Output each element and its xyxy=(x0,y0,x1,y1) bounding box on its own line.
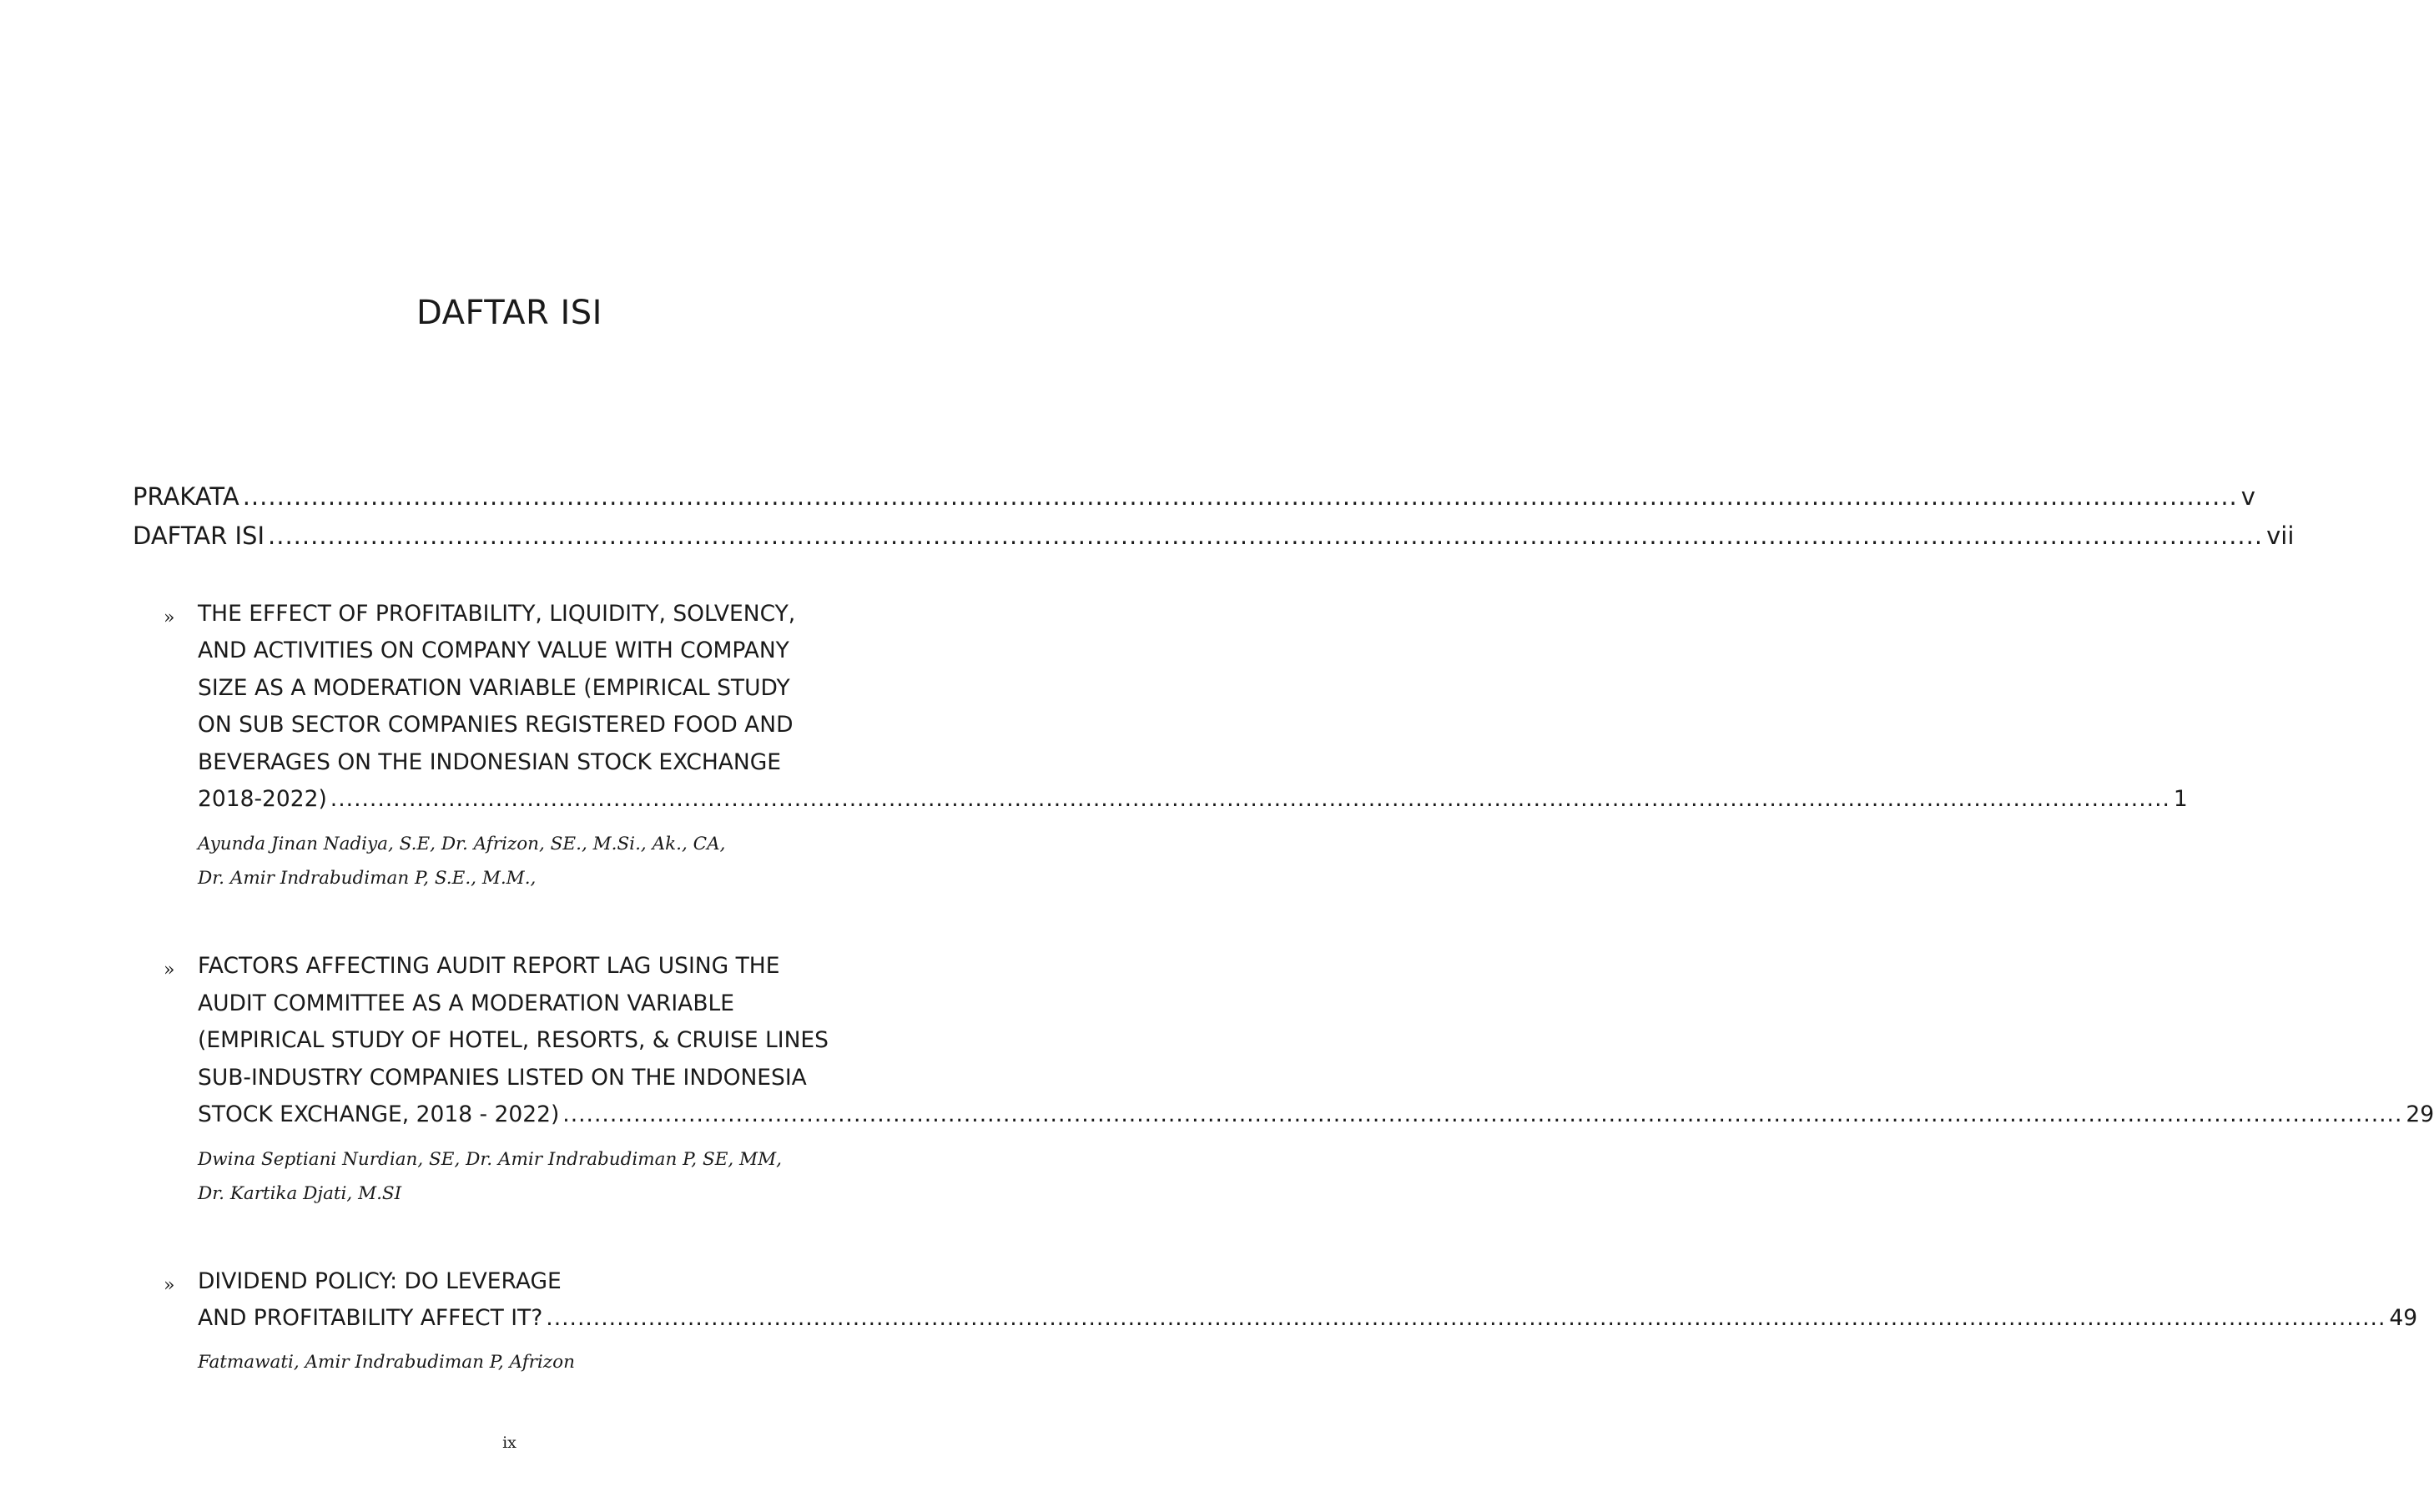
article-1-title-line: BEVERAGES ON THE INDONESIAN STOCK EXCHANGE xyxy=(198,749,781,775)
author-line: Dr. Amir Indrabudiman P, S.E., M.M., xyxy=(198,868,537,889)
author-line: Dr. Kartika Djati, M.SI xyxy=(198,1183,402,1204)
article-1-title-line: AND ACTIVITIES ON COMPANY VALUE WITH COMPANY xyxy=(198,638,789,663)
bullet-marker: » xyxy=(164,607,175,628)
toc-entry-daftar-isi[interactable] xyxy=(133,522,2295,550)
article-1-authors xyxy=(198,827,725,895)
article-3-entry[interactable] xyxy=(198,1305,2418,1331)
article-2-title-line: AUDIT COMMITTEE AS A MODERATION VARIABLE xyxy=(198,990,735,1016)
author-line: Fatmawati, Amir Indrabudiman P, Afrizon xyxy=(198,1352,575,1373)
article-3-title-last-line: AND PROFITABILITY AFFECT IT? xyxy=(198,1305,543,1331)
article-1-title-line: THE EFFECT OF PROFITABILITY, LIQUIDITY, SOLVENCY, xyxy=(198,601,796,627)
dot-leader: .......................................................................................................................................................................................................................................... xyxy=(330,786,2170,812)
article-2-title-line: FACTORS AFFECTING AUDIT REPORT LAG USING THE xyxy=(198,953,780,979)
toc-page-number: v xyxy=(2240,482,2255,511)
toc-entry-label: DAFTAR ISI xyxy=(133,522,265,550)
author-line: Dwina Septiani Nurdian, SE, Dr. Amir Indrabudiman P, SE, MM, xyxy=(198,1149,782,1170)
dot-leader: .......................................................................................................................................................................................................................................... xyxy=(268,522,2264,550)
article-1-title-last-line: 2018-2022) xyxy=(198,786,327,812)
article-1-entry[interactable] xyxy=(198,786,2188,812)
dot-leader: .......................................................................................................................................................................................................................................... xyxy=(562,1101,2403,1127)
bullet-marker: » xyxy=(164,960,175,980)
footer-page-number: ix xyxy=(502,1434,517,1452)
article-2-title-last-line: STOCK EXCHANGE, 2018 - 2022) xyxy=(198,1101,560,1127)
dot-leader: .......................................................................................................................................................................................................................................... xyxy=(242,482,2238,511)
toc-entry-prakata[interactable] xyxy=(133,482,2255,511)
bullet-marker: » xyxy=(164,1275,175,1296)
article-1-title-line: ON SUB SECTOR COMPANIES REGISTERED FOOD AND xyxy=(198,712,794,738)
article-1-title-line: SIZE AS A MODERATION VARIABLE (EMPIRICAL STUDY xyxy=(198,675,790,701)
article-3-title-line: DIVIDEND POLICY: DO LEVERAGE xyxy=(198,1268,562,1294)
toc-page-number: 29 xyxy=(2406,1101,2434,1127)
page-title: DAFTAR ISI xyxy=(416,294,602,332)
article-2-title-line: SUB-INDUSTRY COMPANIES LISTED ON THE INDONESIA xyxy=(198,1065,807,1091)
toc-page-number: 49 xyxy=(2389,1305,2418,1331)
article-2-title-line: (EMPIRICAL STUDY OF HOTEL, RESORTS, & CRUISE LINES xyxy=(198,1027,829,1053)
dot-leader: .......................................................................................................................................................................................................................................... xyxy=(546,1305,2386,1331)
article-2-entry[interactable] xyxy=(198,1101,2434,1127)
toc-page-number: 1 xyxy=(2173,786,2188,812)
toc-entry-label: PRAKATA xyxy=(133,482,239,511)
article-2-authors xyxy=(198,1142,782,1211)
author-line: Ayunda Jinan Nadiya, S.E, Dr. Afrizon, SE., M.Si., Ak., CA, xyxy=(198,834,726,854)
toc-page-number: vii xyxy=(2266,522,2295,550)
article-3-authors xyxy=(198,1345,575,1379)
